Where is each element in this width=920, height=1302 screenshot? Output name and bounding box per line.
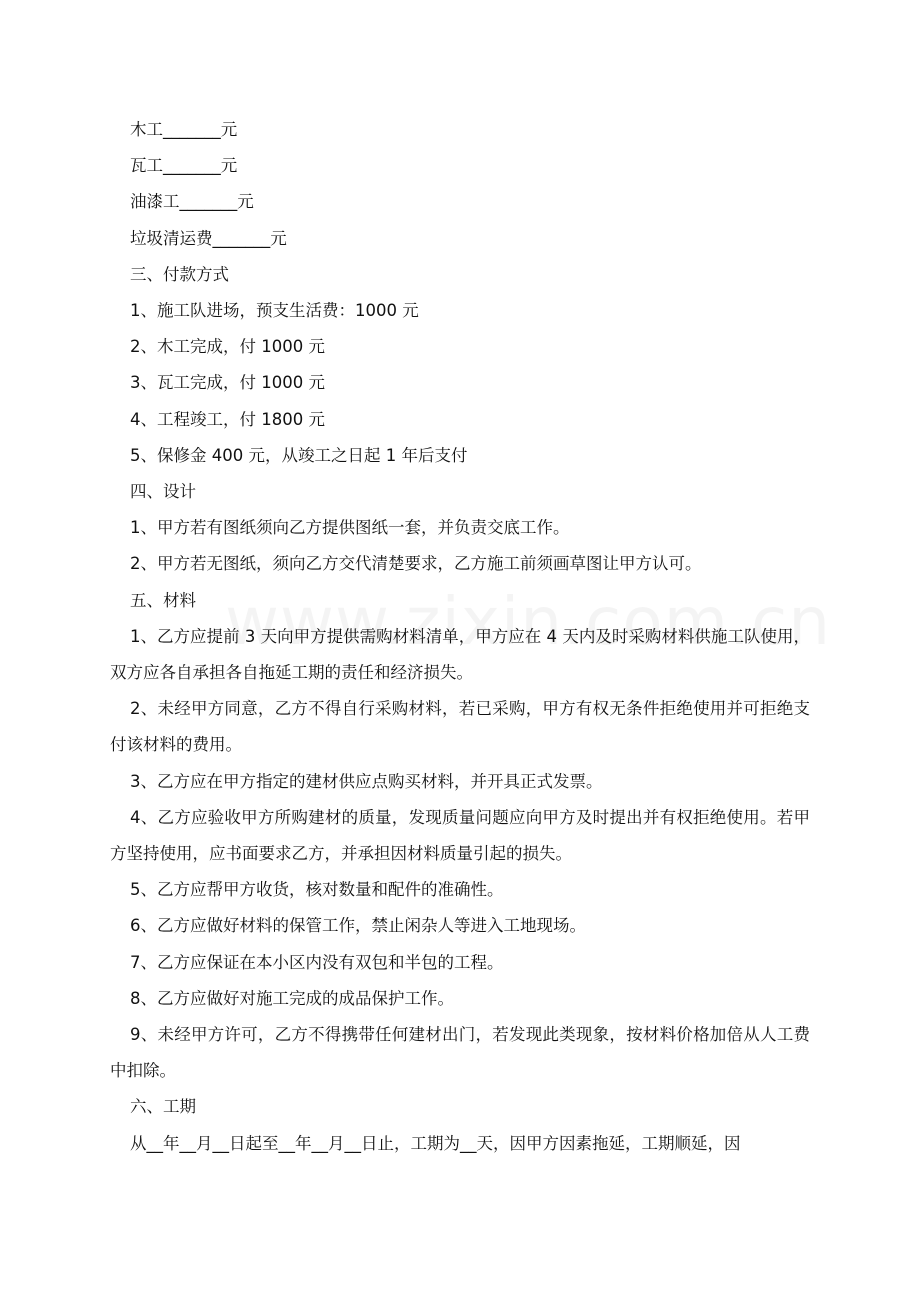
- payment-item-3: 3、瓦工完成，付 1000 元: [130, 373, 325, 393]
- materials-item-2: 2、未经甲方同意，乙方不得自行采购材料，若已采购，甲方有权无条件拒绝使用并可拒绝支付该材料的费用。: [110, 699, 810, 755]
- materials-item-7: 7、乙方应保证在本小区内没有双包和半包的工程。: [130, 952, 504, 972]
- section-heading-schedule: 六、工期: [130, 1097, 196, 1117]
- section-heading-materials: 五、材料: [130, 590, 196, 610]
- fee-carpentry: 木工_______元: [130, 120, 238, 139]
- materials-item-8: 8、乙方应做好对施工完成的成品保护工作。: [130, 988, 454, 1008]
- fee-painting: 油漆工_______元: [130, 192, 254, 212]
- fee-waste-removal: 垃圾清运费_______元: [130, 228, 287, 248]
- section-heading-design: 四、设计: [130, 482, 196, 502]
- document-body: [110, 112, 810, 1162]
- materials-item-5: 5、乙方应帮甲方收货，核对数量和配件的准确性。: [130, 880, 504, 900]
- design-item-2: 2、甲方若无图纸，须向乙方交代清楚要求，乙方施工前须画草图让甲方认可。: [130, 554, 702, 574]
- section-heading-payment: 三、付款方式: [130, 264, 229, 284]
- payment-item-1: 1、施工队进场，预支生活费：1000 元: [130, 301, 419, 321]
- materials-item-9: 9、未经甲方许可，乙方不得携带任何建材出门，若发现此类现象，按材料价格加倍从人工费中扣除。: [110, 1025, 810, 1081]
- design-item-1: 1、甲方若有图纸须向乙方提供图纸一套，并负责交底工作。: [130, 518, 570, 538]
- payment-item-5: 5、保修金 400 元，从竣工之日起 1 年后支付: [130, 445, 468, 465]
- schedule-text: 从__年__月__日起至__年__月__日止，工期为__天，因甲方因素拖延，工期顺延，因: [130, 1133, 741, 1153]
- materials-item-1: 1、乙方应提前 3 天向甲方提供需购材料清单，甲方应在 4 天内及时采购材料供施工队使用，双方应各自承担各自拖延工期的责任和经济损失。: [110, 626, 810, 683]
- payment-item-4: 4、工程竣工，付 1800 元: [130, 409, 325, 429]
- materials-item-4: 4、乙方应验收甲方所购建材的质量，发现质量问题应向甲方及时提出并有权拒绝使用。若甲方坚持使用，应书面要求乙方，并承担因材料质量引起的损失。: [110, 807, 810, 864]
- payment-item-2: 2、木工完成，付 1000 元: [130, 337, 325, 357]
- fee-tiling: 瓦工_______元: [130, 156, 238, 176]
- materials-item-6: 6、乙方应做好材料的保管工作，禁止闲杂人等进入工地现场。: [130, 916, 586, 936]
- materials-item-3: 3、乙方应在甲方指定的建材供应点购买材料，并开具正式发票。: [130, 771, 603, 791]
